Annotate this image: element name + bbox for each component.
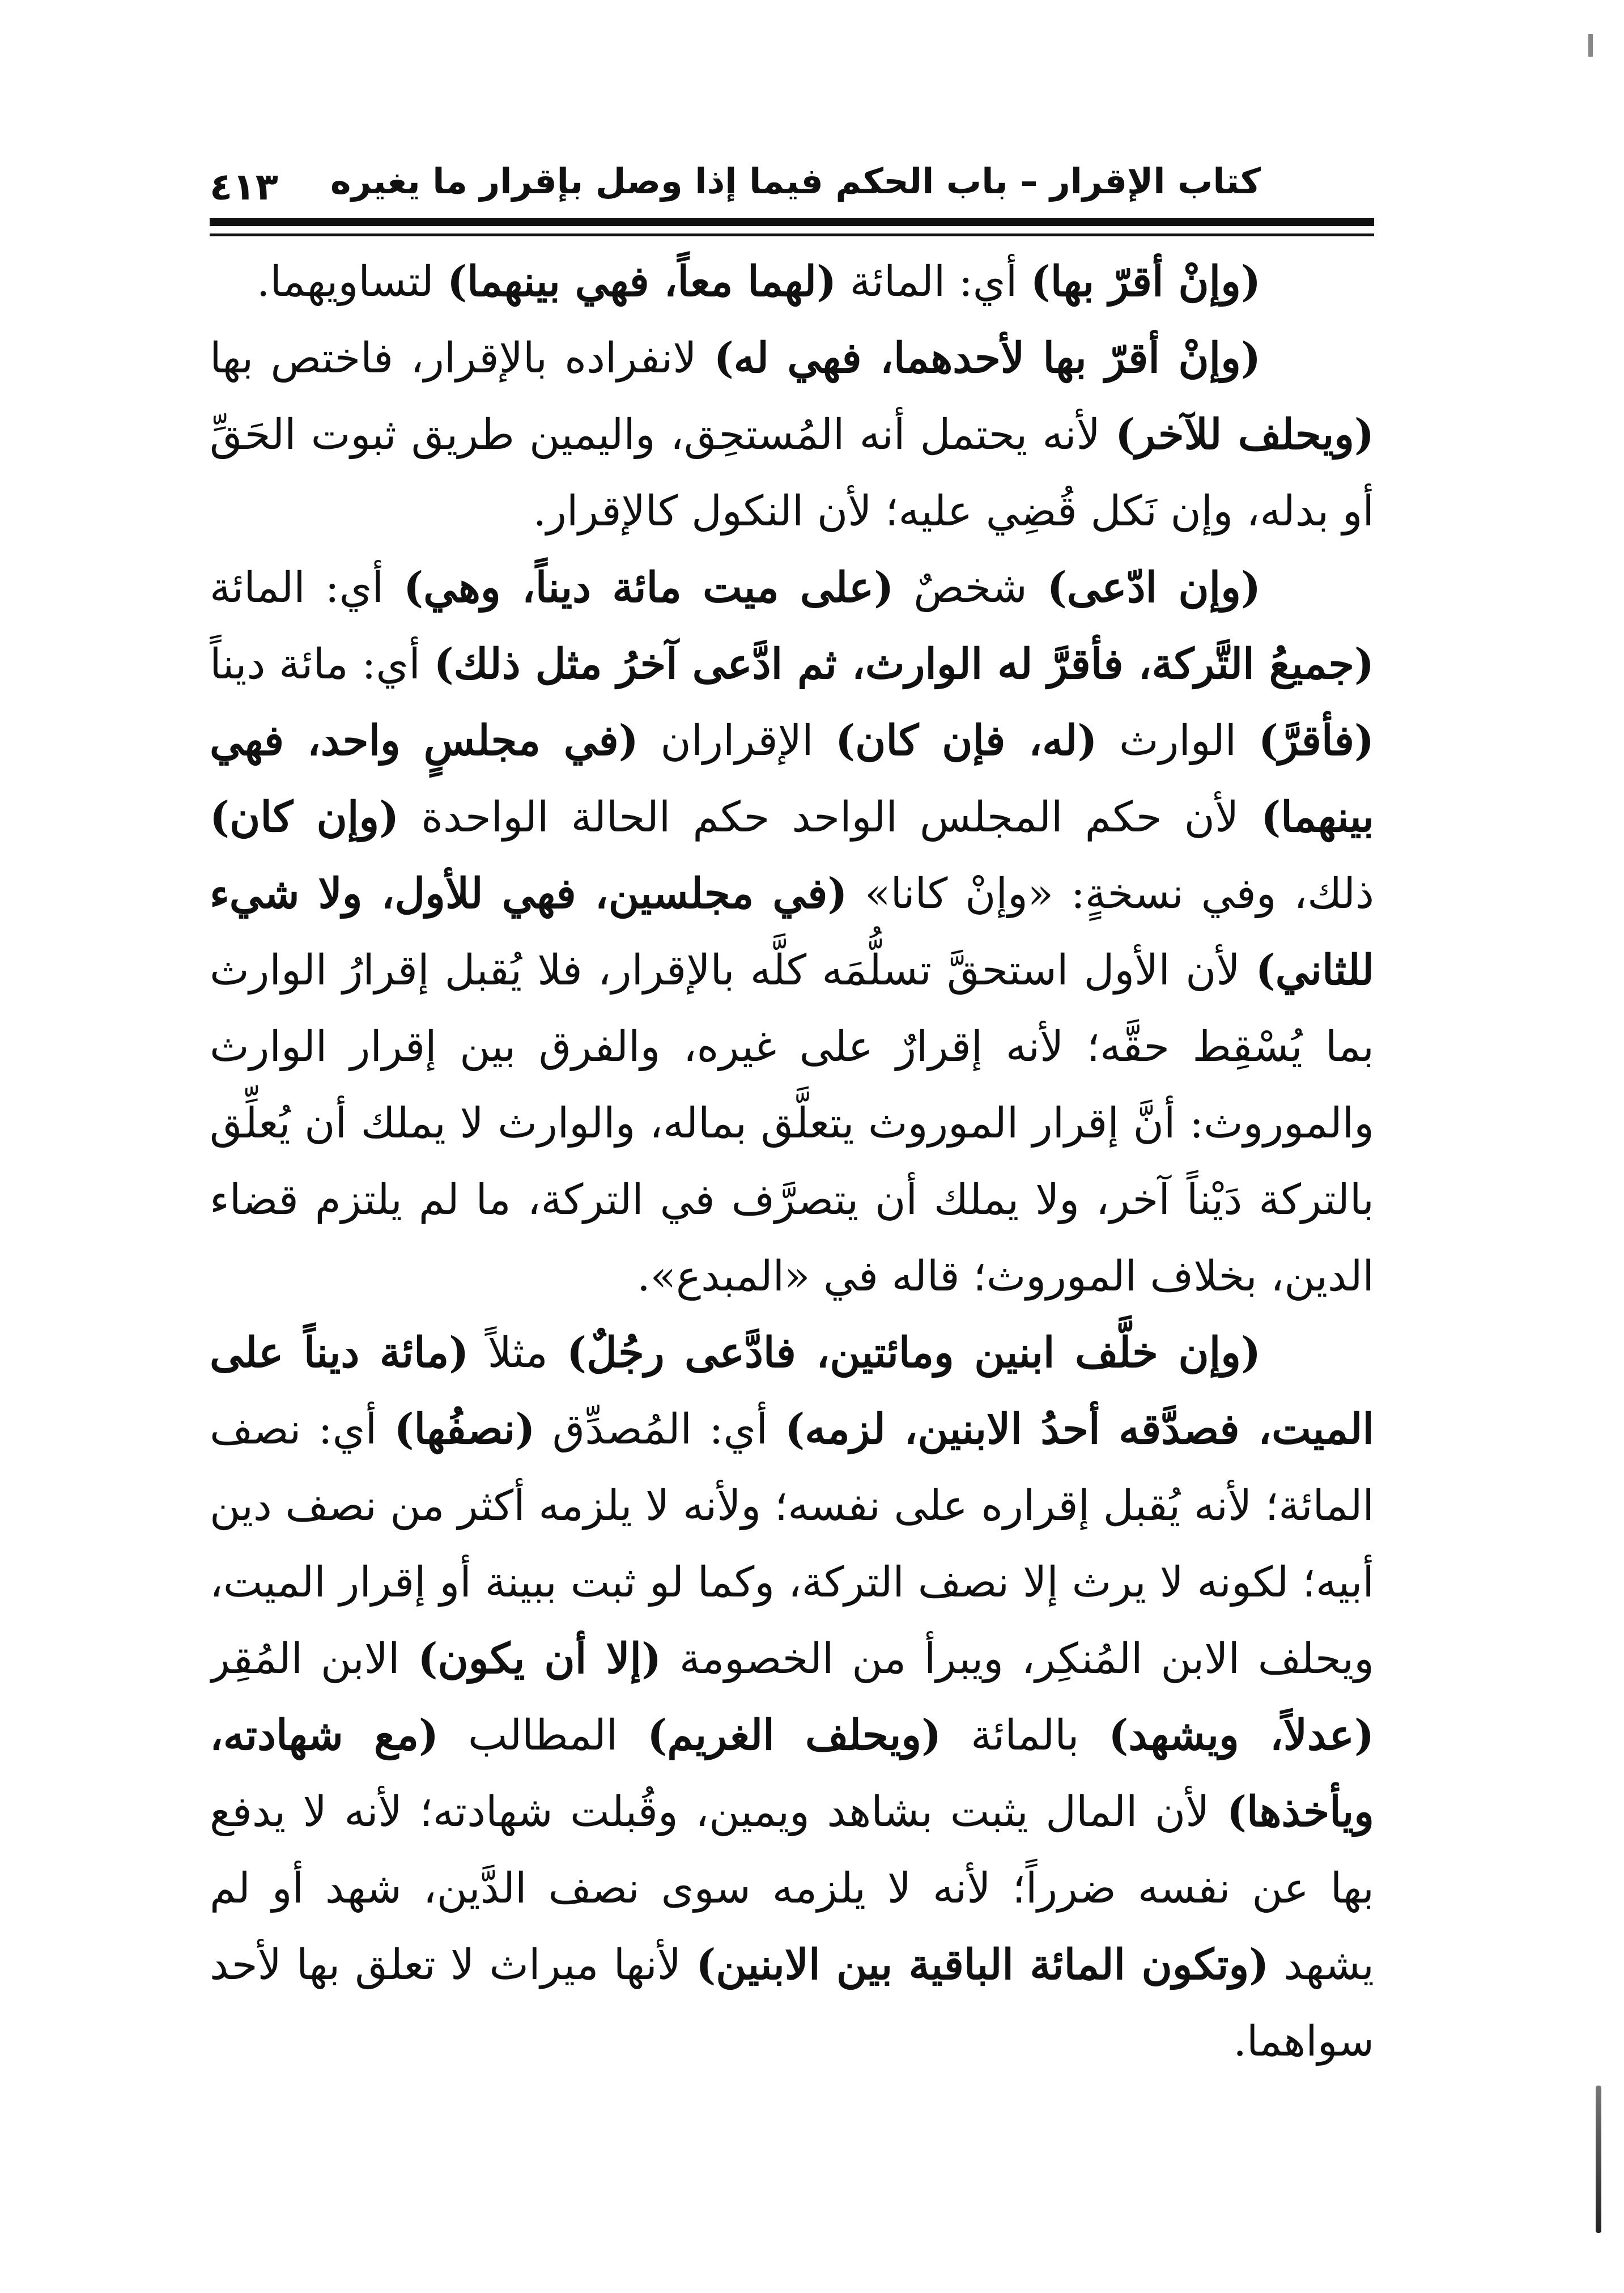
sharh-run: لانفراده بالإقرار، فاختص بها: [210, 334, 714, 383]
sharh-run: ذلك، وفي نسخةٍ: «وإنْ كانا»: [847, 869, 1374, 918]
sharh-run: لأن الأول استحقَّ تسلُّمَه كلَّه بالإقرار، فلا يُقبل إقرارُ الوارث بما يُسْقِط حقَّه؛ لأنه إقرارٌ على غيره، والفرق بين إقرار الوارث والموروث: أنَّ إقرار الموروث يتعلَّق بماله، والوارث لا يملك أن يُعلِّق بالتركة دَيْناً آخر، ولا يملك أن يتصرَّف في التركة، ما لم يلتزم قضاء الدين، بخلاف الموروث؛ قاله في «المبدع».: [210, 946, 1374, 1301]
paragraph: [210, 320, 1374, 550]
sharh-run: أي: المائة: [210, 563, 404, 612]
matn-run: (وإنْ أقرّ بها): [1030, 257, 1261, 306]
running-title: كتاب الإقرار – باب الحكم فيما إذا وصل بإقرار ما يغيره: [330, 160, 1261, 202]
sharh-run: الإقراران: [638, 716, 836, 765]
paragraph: [210, 550, 1374, 1315]
matn-run: (ويحلف للآخر): [1115, 410, 1374, 459]
matn-run: (وإن ادّعى): [1047, 563, 1261, 612]
header-rule-thick: [210, 218, 1374, 226]
scan-edge-mark: [1596, 2086, 1601, 2233]
body-text: [210, 244, 1374, 2069]
matn-run: (جميعُ التَّركة، فأقرَّ له الوارث، ثم ادَّعى آخرُ مثل ذلك): [433, 640, 1374, 689]
matn-run: (وتكون المائة الباقية بين الابنين): [696, 1940, 1269, 1989]
sharh-run: أي: نصف المائة؛ لأنه يُقبل إقراره على نفسه؛ ولأنه لا يلزمه أكثر من نصف دين أبيه؛ لكونه لا يرث إلا نصف التركة، وكما لو ثبت ببينة أو إقرار الميت، ويحلف الابن المُنكِر، ويبرأ من الخصومة: [210, 1405, 1374, 1683]
page-header: [210, 145, 1374, 224]
matn-run: (وإن خلَّف ابنين ومائتين، فادَّعى رجُلٌ): [567, 1328, 1261, 1377]
sharh-run: لأنه يحتمل أنه المُستحِق، واليمين طريق ثبوت الحَقِّ أو بدله، وإن نَكل قُضِي عليه؛ لأن النكول كالإقرار.: [210, 410, 1374, 536]
matn-run: (مائة ديناً على الميت، فصدَّقه أحدُ الابنين، لزمه): [210, 1328, 1374, 1454]
matn-run: (في مجلسين، فهي للأول، ولا شيء للثاني): [210, 869, 1374, 995]
matn-run: (وإنْ أقرّ بها لأحدهما، فهي له): [713, 334, 1261, 383]
matn-run: (إلا أن يكون): [418, 1634, 662, 1683]
sharh-run: مثلاً: [469, 1328, 567, 1377]
sharh-run: لأن المال يثبت بشاهد ويمين، وقُبلت شهادته؛ لأنه لا يدفع بها عن نفسه ضرراً؛ لأنه لا يلزمه سوى نصف الدَّين، شهد أو لم يشهد: [210, 1787, 1374, 1989]
sharh-run: الوارث: [1097, 716, 1259, 765]
matn-run: (نصفُها): [394, 1405, 535, 1454]
sharh-run: بالمائة: [941, 1711, 1109, 1760]
sharh-run: لأنها ميراث لا تعلق بها لأحد سواهما.: [210, 1940, 1374, 2066]
matn-run: (عدلاً، ويشهد): [1108, 1711, 1374, 1760]
sharh-run: لتساويهما.: [256, 257, 448, 306]
sharh-run: شخصٌ: [894, 563, 1047, 612]
matn-run: (لهما معاً، فهي بينهما): [447, 257, 837, 306]
sharh-run: أي: مائة ديناً: [210, 640, 434, 689]
scan-corner-mark: [1588, 34, 1593, 57]
matn-run: (فأقرَّ): [1258, 716, 1374, 765]
sharh-run: المطالب: [439, 1711, 648, 1760]
paragraph: [210, 244, 1374, 320]
sharh-run: الابن المُقِر: [210, 1634, 418, 1683]
page-number: ٤١٣: [210, 165, 278, 209]
matn-run: (مع شهادته، ويأخذها): [210, 1711, 1374, 1836]
matn-run: (في مجلسٍ واحد، فهي بينهما): [210, 716, 1374, 842]
header-rule-thin: [210, 233, 1374, 236]
paragraph: [210, 1315, 1374, 2069]
matn-run: (على ميت مائة ديناً، وهي): [403, 563, 894, 612]
matn-run: (ويحلف الغريم): [647, 1711, 942, 1760]
matn-run: (له، فإن كان): [835, 716, 1098, 765]
matn-run: (وإن كان): [210, 793, 399, 842]
sharh-run: أي: المائة: [836, 257, 1031, 306]
sharh-run: لأن حكم المجلس الواحد حكم الحالة الواحدة: [399, 793, 1261, 842]
sharh-run: أي: المُصدِّق: [535, 1405, 785, 1454]
